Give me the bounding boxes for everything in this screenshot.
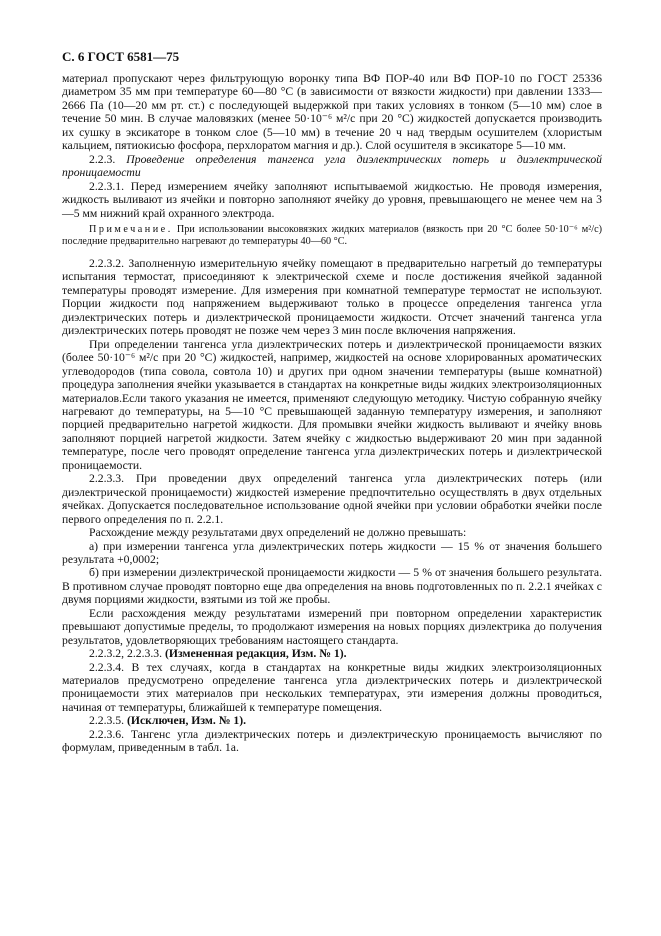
amendment-text: (Измененная редакция, Изм. № 1). bbox=[164, 647, 347, 661]
paragraph: 2.2.3.1. Перед измерением ячейку заполняют испытываемой жидкостью. Не проводя измерения, жидкость выливают из ячейки и повторно заполняют ячейку до уровня, превышающего не менее чем на 3—5 мм нижний край охранного электрода. bbox=[62, 179, 602, 220]
section-heading bbox=[62, 153, 602, 180]
page-header: С. 6 ГОСТ 6581—75 bbox=[62, 49, 180, 64]
section-number: 2.2.3.2, 2.2.3.3. bbox=[89, 647, 163, 661]
note-text: При использовании высоковязких жидких материалов (вязкость при 20 °С более 50·10⁻⁶ м²/с) последние предварительно нагревают до температуры 40—60 °С. bbox=[62, 223, 603, 248]
paragraph: 2.2.3.6. Тангенс угла диэлектрических потерь и диэлектрическую проницаемость вычисляют по формулам, приведенным в табл. 1а. bbox=[62, 727, 602, 755]
paragraph: 2.2.3.3. При проведении двух определений тангенса угла диэлектрических потерь (или диэлектрической проницаемости) жидкостей измерение предпочтительно осуществлять в двух отдельных ячейках. Допускается последовательное использование одной ячейки при условии обработки ячейки после первого определения по п. 2.2.1. bbox=[62, 472, 602, 526]
section-number: 2.2.3. bbox=[89, 152, 116, 166]
section-title: Проведение определения тангенса угла диэлектрических потерь и диэлектрической проницаемости bbox=[62, 152, 603, 180]
paragraph: Если расхождения между результатами измерений при повторном определении характеристик превышают допустимые пределы, то продолжают измерения на новых порциях диэлектрика до получения результатов, удовлетворяющих требованиям настоящего стандарта. bbox=[62, 606, 602, 647]
document-body bbox=[62, 72, 602, 755]
paragraph: Расхождение между результатами двух определений не должно превышать: bbox=[89, 526, 467, 540]
note bbox=[62, 224, 602, 249]
section-number: 2.2.3.5. bbox=[89, 714, 125, 728]
paragraph: б) при измерении диэлектрической проницаемости жидкости — 5 % от значения большего результата. В противном случае проводят повторно еще два определения на вновь подготовленных по п. 2.2.1 ячейках с двумя порциями жидкости, взятыми из той же пробы. bbox=[62, 566, 602, 607]
paragraph: 2.2.3.2. Заполненную измерительную ячейку помещают в предварительно нагретый до температуры испытания термостат, присоединяют к электрической схеме и после достижения ячейкой заданной температуры проводят измерение. Для измерения при комнатной температуре термостат не используют. Порции жидкости под напряжением выдерживают только в процессе определения тангенса угла диэлектрических потерь и диэлектрической проницаемости жидкости. Отсчет значений тангенса угла диэлектрических потерь проводят не позже чем через 3 мин после включения напряжения. bbox=[62, 256, 602, 338]
paragraph: При определении тангенса угла диэлектрических потерь и диэлектрической проницаемости вязких (более 50·10⁻⁶ м²/с при 20 °С) жидкостей, например, жидкостей на основе хлорированных ароматических углеводородов (типа совола, совтола 10) и других при одном значении температуры (выше комнатной) процедура заполнения ячейки указывается в стандартах на конкретные виды жидких электроизоляционных материалов.Если такого указания не имеется, применяют следующую методику. Чистую собранную ячейку нагревают до температуры, на 5—10 °С превышающей заданную температуру измерения, и заполняют порцией предварительно нагретой жидкости. Для промывки ячейки жидкость выливают и ячейку вновь заполняют порцией нагретой жидкости. Затем ячейку с жидкостью выдерживают 20 мин при заданной температуре, после чего проводят определение тангенса угла диэлектрических потерь и диэлектрической проницаемости. bbox=[62, 337, 602, 472]
paragraph: 2.2.3.4. В тех случаях, когда в стандартах на конкретные виды жидких электроизоляционных материалов предусмотрено определение тангенса угла диэлектрических потерь и диэлектрической проницаемости этих материалов при нескольких температурах, эти измерения должны проводиться, начиная от температуры, ближайшей к температуре помещения. bbox=[62, 660, 602, 714]
note-label: Примечание. bbox=[89, 223, 173, 235]
paragraph: материал пропускают через фильтрующую воронку типа ВФ ПОР-40 или ВФ ПОР-10 по ГОСТ 25336 диаметром 35 мм при температуре 60—80 °С (в зависимости от вязкости жидкости) при давлении 1333—2666 Па (10—20 мм рт. ст.) с последующей выдержкой при таких условиях в тонком (5—10 мм) слое в течение 50 мин. В случае маловязких (менее 50·10⁻⁶ м²/с при 20 °С) жидкостей допускается производить их сушку в эксикаторе в тонком слое (5—10 мм) в течение 20 ч над твердым осушителем (хлористым кальцием, пятиокисью фосфора, перхлоратом магния и др.). Слой осушителя в эксикаторе 5—10 мм. bbox=[62, 72, 602, 153]
amendment-note bbox=[62, 714, 602, 727]
amendment-note bbox=[62, 647, 602, 660]
paragraph: а) при измерении тангенса угла диэлектрических потерь жидкости — 15 % от значения большего результата +0,0002; bbox=[62, 539, 602, 566]
amendment-text: (Исключен, Изм. № 1). bbox=[126, 714, 247, 728]
